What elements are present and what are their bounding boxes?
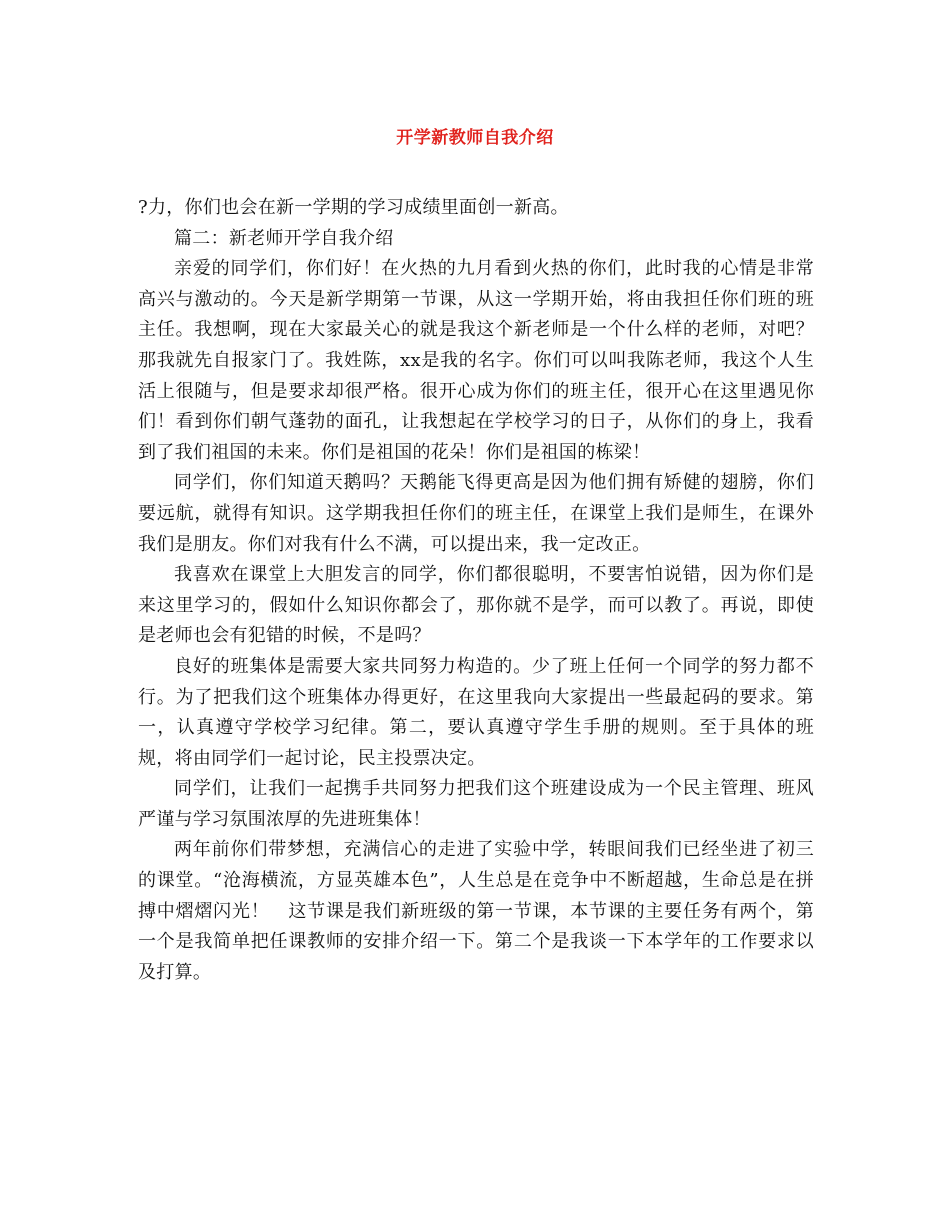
paragraph: 同学们，让我们一起携手共同努力把我们这个班建设成为一个民主管理、班风严谨与学习氛围浓厚的先进班集体！ [138, 778, 814, 830]
paragraph: 亲爱的同学们，你们好！在火热的九月看到火热的你们，此时我的心情是非常高兴与激动的。今天是新学期第一节课，从这一学期开始，将由我担任你们班的班主任。我想啊，现在大家最关心的就是我这个新老师是一个什么样的老师，对吧？那我就先自报家门了。我姓陈，xx是我的名字。你们可以叫我陈老师，我这个人生活上很随与，但是要求却很严格。很开心成为你们的班主任，很开心在这里遇见你们！看到你们朝气蓬勃的面孔，让我想起在学校学习的日子，从你们的身上，我看到了我们祖国的未来。你们是祖国的花朵！你们是祖国的栋梁！ [138, 258, 814, 463]
paragraph: ?力，你们也会在新一学期的学习成绩里面创一新高。 [138, 197, 569, 218]
paragraph: 两年前你们带梦想，充满信心的走进了实验中学，转眼间我们已经坐进了初三的课堂。“沧海横流，方显英雄本色”，人生总是在竞争中不断超越，生命总是在拼搏中熠熠闪光！ 这节课是我们新班级的第一节课，本节课的主要任务有两个，第一个是我简单把任课教师的安排介绍一下。第二个是我谈一下本学年的工作要求以及打算。 [138, 839, 814, 983]
section-heading: 篇二：新老师开学自我介绍 [174, 227, 394, 249]
paragraph: 同学们，你们知道天鹅吗？天鹅能飞得更高是因为他们拥有矫健的翅膀，你们要远航，就得有知识。这学期我担任你们的班主任，在课堂上我们是师生，在课外我们是朋友。你们对我有什么不满，可以提出来，我一定改正。 [138, 472, 814, 555]
paragraph: 我喜欢在课堂上大胆发言的同学，你们都很聪明，不要害怕说错，因为你们是来这里学习的，假如什么知识你都会了，那你就不是学，而可以教了。再说，即使是老师也会有犯错的时候，不是吗？ [138, 564, 814, 647]
document-title: 开学新教师自我介绍 [396, 128, 554, 148]
document-body [138, 193, 814, 988]
paragraph: 良好的班集体是需要大家共同努力构造的。少了班上任何一个同学的努力都不行。为了把我们这个班集体办得更好，在这里我向大家提出一些最起码的要求。第一，认真遵守学校学习纪律。第二，要认真遵守学生手册的规则。至于具体的班规，将由同学们一起讨论，民主投票决定。 [138, 655, 814, 769]
